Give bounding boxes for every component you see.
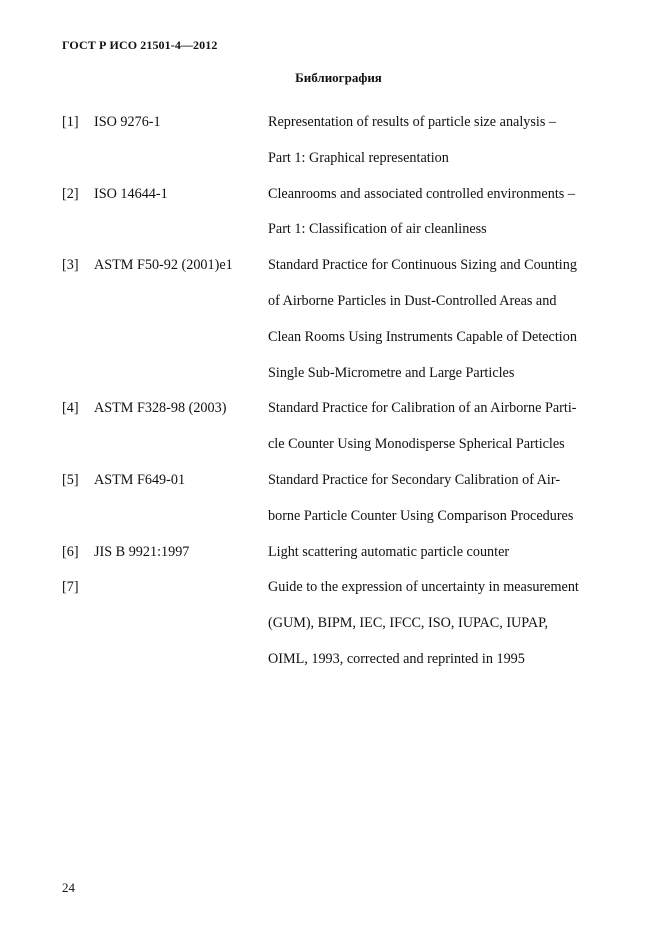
bibliography-entry bbox=[62, 570, 622, 677]
bibliography-list bbox=[62, 105, 622, 678]
entry-title-line: Standard Practice for Continuous Sizing and Counting bbox=[268, 257, 577, 274]
entry-title-line: (GUM), BIPM, IEC, IFCC, ISO, IUPAC, IUPAP, bbox=[268, 615, 548, 632]
entry-code bbox=[94, 570, 268, 677]
entry-code: ASTM F649-01 bbox=[94, 471, 186, 488]
entry-number: [5] bbox=[62, 471, 79, 488]
entry-title bbox=[268, 570, 622, 677]
entry-title-line: Standard Practice for Calibration of an Airborne Parti- bbox=[268, 400, 577, 417]
entry-number: [1] bbox=[62, 114, 79, 130]
entry-title-line: borne Particle Counter Using Comparison Procedures bbox=[268, 507, 574, 524]
document-header: ГОСТ Р ИСО 21501-4—2012 bbox=[62, 38, 218, 52]
entry-title-line: of Airborne Particles in Dust-Controlled Areas and bbox=[268, 292, 557, 309]
bibliography-entry bbox=[62, 177, 622, 249]
entry-number: [2] bbox=[62, 185, 79, 202]
entry-title-line: OIML, 1993, corrected and reprinted in 1995 bbox=[268, 650, 525, 667]
entry-title-line: Cleanrooms and associated controlled environments – bbox=[268, 185, 575, 202]
entry-title bbox=[268, 105, 622, 177]
entry-title-line: Guide to the expression of uncertainty in measurement bbox=[268, 579, 579, 596]
entry-code: ISO 14644-1 bbox=[94, 185, 168, 202]
page-number: 24 bbox=[62, 880, 75, 895]
entry-number: [6] bbox=[62, 543, 79, 560]
entry-title-line: Light scattering automatic particle counter bbox=[268, 543, 510, 560]
entry-title-line: Representation of results of particle size analysis – bbox=[268, 114, 556, 130]
entry-title bbox=[268, 463, 622, 535]
entry-code: ISO 9276-1 bbox=[94, 114, 161, 130]
entry-title bbox=[268, 535, 622, 571]
entry-title bbox=[268, 248, 622, 391]
entry-title bbox=[268, 177, 622, 249]
entry-title bbox=[268, 391, 622, 463]
entry-code: ASTM F328-98 (2003) bbox=[94, 400, 227, 417]
entry-title-line: cle Counter Using Monodisperse Spherical Particles bbox=[268, 436, 565, 453]
entry-number: [3] bbox=[62, 257, 79, 274]
entry-number: [4] bbox=[62, 400, 79, 417]
bibliography-entry bbox=[62, 535, 622, 571]
entry-title-line: Clean Rooms Using Instruments Capable of Detection bbox=[268, 328, 577, 345]
entry-title-line: Standard Practice for Secondary Calibration of Air- bbox=[268, 471, 561, 488]
section-title: Библиография bbox=[295, 70, 382, 85]
entry-number: [7] bbox=[62, 579, 79, 596]
entry-code: JIS B 9921:1997 bbox=[94, 543, 190, 560]
bibliography-entry bbox=[62, 248, 622, 391]
entry-title-line: Part 1: Graphical representation bbox=[268, 149, 449, 166]
entry-title-line: Single Sub-Micrometre and Large Particles bbox=[268, 364, 515, 381]
bibliography-entry bbox=[62, 391, 622, 463]
bibliography-entry bbox=[62, 463, 622, 535]
entry-code: ASTM F50-92 (2001)e1 bbox=[94, 257, 233, 274]
bibliography-entry bbox=[62, 105, 622, 177]
entry-title-line: Part 1: Classification of air cleanliness bbox=[268, 221, 487, 238]
